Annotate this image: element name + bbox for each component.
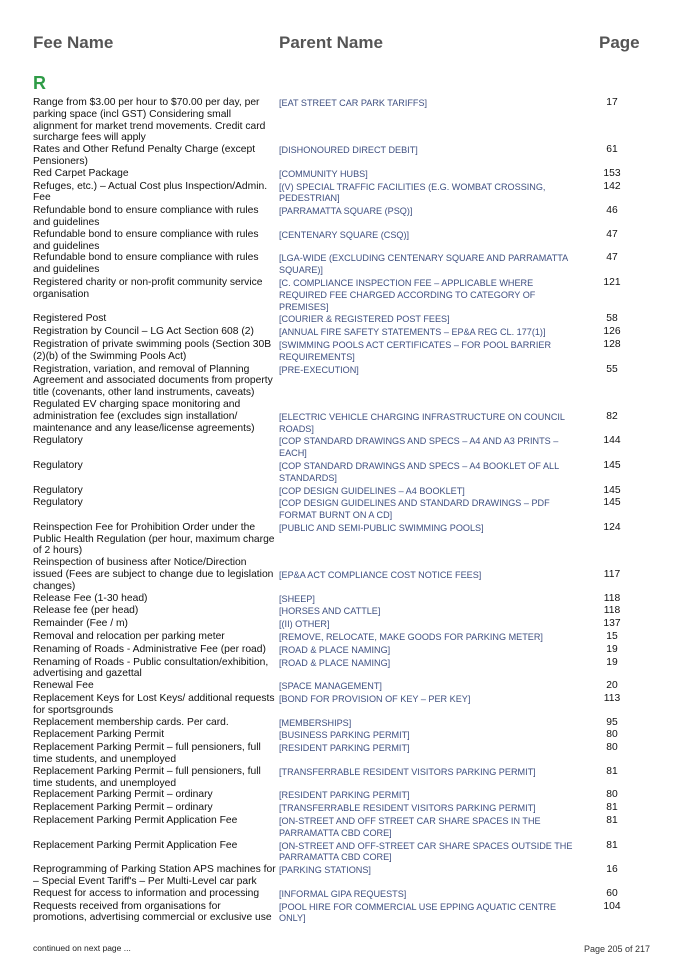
fee-name-cell: Range from $3.00 per hour to $70.00 per day, per parking space (incl GST) Considering small alignment for market trend movements. Credit card surcharge fees will apply xyxy=(33,97,266,144)
parent-name-cell: [SPACE MANAGEMENT] xyxy=(279,681,382,692)
page-cell: 118 xyxy=(603,605,621,617)
table-row xyxy=(33,864,653,888)
page-cell: 104 xyxy=(603,900,621,912)
table-row xyxy=(33,485,653,498)
fee-name-cell: Red Carpet Package xyxy=(33,167,129,179)
fee-name-cell: Refundable bond to ensure compliance with rules and guidelines xyxy=(33,205,259,228)
table-row xyxy=(33,522,653,557)
fee-name-cell: Registration, variation, and removal of Planning Agreement and associated documents from property title (covenants, other land instruments, caveats) xyxy=(33,363,273,399)
table-row xyxy=(33,277,653,313)
page-cell: 126 xyxy=(603,326,621,338)
parent-name-cell: [COP STANDARD DRAWINGS AND SPECS – A4 AND A3 PRINTS – EACH] xyxy=(279,436,559,459)
table-row xyxy=(33,840,653,865)
parent-name-cell: [ROAD & PLACE NAMING] xyxy=(279,657,391,668)
parent-name-cell: [COURIER & REGISTERED POST FEES] xyxy=(279,314,450,325)
fee-name-cell: Refundable bond to ensure compliance with rules and guidelines xyxy=(33,252,259,276)
table-row xyxy=(33,326,653,339)
page-cell: 137 xyxy=(603,618,621,630)
parent-name-cell: [ELECTRIC VEHICLE CHARGING INFRASTRUCTURE ON COUNCIL ROADS] xyxy=(279,411,565,434)
table-row xyxy=(33,729,653,742)
column-header-fee-name: Fee Name xyxy=(33,33,114,52)
fee-name-cell: Replacement Parking Permit – full pensioners, full time students, and unemployed xyxy=(33,765,261,789)
page-cell: 80 xyxy=(606,742,618,754)
page-cell: 121 xyxy=(603,276,621,288)
page-number: Page 205 of 217 xyxy=(583,944,650,954)
parent-name-cell: [ON-STREET AND OFF STREET CAR SHARE SPACES IN THE PARRAMATTA CBD CORE] xyxy=(279,816,541,838)
parent-name-cell: [PUBLIC AND SEMI-PUBLIC SWIMMING POOLS] xyxy=(279,522,484,533)
parent-name-cell: [RESIDENT PARKING PERMIT] xyxy=(279,743,410,754)
table-row xyxy=(33,339,653,364)
fee-name-cell: Rates and Other Refund Penalty Charge (except Pensioners) xyxy=(33,144,256,167)
page-cell: 81 xyxy=(606,815,618,827)
fee-index-table xyxy=(33,97,653,925)
parent-name-cell: [DISHONOURED DIRECT DEBIT] xyxy=(279,145,418,156)
page-cell: 16 xyxy=(606,864,618,876)
table-row xyxy=(33,605,653,618)
page-cell: 19 xyxy=(606,656,618,668)
page-cell: 19 xyxy=(606,643,618,655)
fee-name-cell: Requests received from organisations for promotions, advertising commercial or exclusive use xyxy=(33,900,272,924)
parent-name-cell: [BOND FOR PROVISION OF KEY – PER KEY] xyxy=(279,694,471,705)
page-cell: 117 xyxy=(603,569,621,581)
fee-name-cell: Registration by Council – LG Act Section 608 (2) xyxy=(33,326,254,338)
fee-name-cell: Remainder (Fee / m) xyxy=(33,618,128,630)
fee-name-cell: Renaming of Roads - Administrative Fee (per road) xyxy=(33,643,266,655)
parent-name-cell: [COP STANDARD DRAWINGS AND SPECS – A4 BOOKLET OF ALL STANDARDS] xyxy=(279,460,559,483)
fee-name-cell: Regulatory xyxy=(33,484,83,496)
table-row xyxy=(33,766,653,790)
parent-name-cell: [ROAD & PLACE NAMING] xyxy=(279,644,391,655)
table-row xyxy=(33,802,653,815)
fee-name-cell: Regulatory xyxy=(33,497,83,509)
parent-name-cell: [BUSINESS PARKING PERMIT] xyxy=(279,730,410,741)
page-cell: 47 xyxy=(606,252,618,264)
table-row xyxy=(33,399,653,435)
fee-name-cell: Request for access to information and processing xyxy=(33,887,260,899)
page-cell: 60 xyxy=(606,887,618,899)
table-row xyxy=(33,497,653,522)
page-cell: 142 xyxy=(603,180,621,192)
fee-name-cell: Refuges, etc.) – Actual Cost plus Inspection/Admin. Fee xyxy=(33,180,268,204)
table-row xyxy=(33,460,653,485)
table-row xyxy=(33,593,653,606)
page-cell: 124 xyxy=(603,521,621,533)
fee-name-cell: Release Fee (1-30 head) xyxy=(33,592,148,604)
table-row xyxy=(33,557,653,592)
fee-name-cell: Release fee (per head) xyxy=(33,605,139,617)
page-cell: 46 xyxy=(606,205,618,217)
section-letter: R xyxy=(33,73,46,93)
page-cell: 95 xyxy=(606,716,618,728)
fee-name-cell: Replacement Parking Permit – ordinary xyxy=(33,789,213,801)
page-cell: 145 xyxy=(603,497,621,509)
page-cell: 17 xyxy=(606,97,618,108)
fee-name-cell: Reprogramming of Parking Station APS machines for – Special Event Tariff's – Per Multi-Level car park xyxy=(33,864,276,887)
page-cell: 113 xyxy=(603,693,621,705)
fee-name-cell: Regulatory xyxy=(33,459,83,471)
page-cell: 47 xyxy=(606,228,618,240)
table-row xyxy=(33,435,653,460)
parent-name-cell: [COMMUNITY HUBS] xyxy=(279,168,368,179)
parent-name-cell: [PRE-EXECUTION] xyxy=(279,364,359,375)
table-row xyxy=(33,97,653,144)
parent-name-cell: [RESIDENT PARKING PERMIT] xyxy=(279,790,410,801)
fee-name-cell: Reinspection of business after Notice/Direction issued (Fees are subject to change due to legislation changes) xyxy=(33,557,274,592)
fee-name-cell: Renaming of Roads - Public consultation/exhibition, advertising and gazettal xyxy=(33,656,269,680)
page-cell: 55 xyxy=(606,363,618,375)
page-cell: 81 xyxy=(606,802,618,814)
parent-name-cell: [CENTENARY SQUARE (CSQ)] xyxy=(279,229,410,240)
parent-name-cell: [MEMBERSHIPS] xyxy=(279,717,352,728)
page-cell: 82 xyxy=(606,410,618,422)
fee-name-cell: Regulatory xyxy=(33,435,83,447)
parent-name-cell: [PARRAMATTA SQUARE (PSQ)] xyxy=(279,206,413,217)
continued-note: continued on next page ... xyxy=(33,943,131,953)
page-cell: 80 xyxy=(606,789,618,801)
parent-name-cell: [SHEEP] xyxy=(279,593,315,604)
table-row xyxy=(33,680,653,693)
table-row xyxy=(33,742,653,766)
parent-name-cell: [EAT STREET CAR PARK TARIFFS] xyxy=(279,98,428,108)
table-row xyxy=(33,789,653,802)
table-row xyxy=(33,815,653,840)
table-row xyxy=(33,205,653,229)
table-row xyxy=(33,618,653,631)
table-row xyxy=(33,888,653,901)
parent-name-cell: [C. COMPLIANCE INSPECTION FEE – APPLICABLE WHERE REQUIRED FEE CHARGED ACCORDING TO CATEGORY OF PREMISES] xyxy=(279,277,536,312)
parent-name-cell: [TRANSFERRABLE RESIDENT VISITORS PARKING PERMIT] xyxy=(279,803,536,814)
fee-name-cell: Registration of private swimming pools (Section 30B (2)(b) of the Swimming Pools Act) xyxy=(33,338,272,362)
parent-name-cell: [HORSES AND CATTLE] xyxy=(279,606,381,617)
page-cell: 118 xyxy=(603,592,621,604)
fee-name-cell: Renewal Fee xyxy=(33,680,94,692)
page-cell: 81 xyxy=(606,765,618,777)
table-row xyxy=(33,144,653,168)
table-row xyxy=(33,168,653,181)
fee-name-cell: Replacement Parking Permit Application Fee xyxy=(33,815,238,827)
parent-name-cell: [INFORMAL GIPA REQUESTS] xyxy=(279,888,407,899)
page-cell: 128 xyxy=(603,338,621,350)
page-cell: 145 xyxy=(603,459,621,471)
fee-name-cell: Refundable bond to ensure compliance with rules and guidelines xyxy=(33,228,259,252)
page-cell: 58 xyxy=(606,313,618,325)
table-row xyxy=(33,717,653,730)
page-cell: 153 xyxy=(603,167,621,179)
fee-name-cell: Registered Post xyxy=(33,313,107,325)
fee-name-cell: Replacement Keys for Lost Keys/ additional requests for sportsgrounds xyxy=(33,693,275,716)
parent-name-cell: [SWIMMING POOLS ACT CERTIFICATES – FOR POOL BARRIER REQUIREMENTS] xyxy=(279,339,552,362)
fee-name-cell: Replacement Parking Permit – full pensioners, full time students, and unemployed xyxy=(33,742,261,766)
fee-name-cell: Replacement Parking Permit Application Fee xyxy=(33,839,238,851)
fee-name-cell: Replacement membership cards. Per card. xyxy=(33,716,229,728)
parent-name-cell: [PARKING STATIONS] xyxy=(279,865,371,876)
table-row xyxy=(33,693,653,717)
page-cell: 61 xyxy=(606,144,618,156)
parent-name-cell: [(V) SPECIAL TRAFFIC FACILITIES (E.G. WOMBAT CROSSING, PEDESTRIAN] xyxy=(279,181,546,204)
fee-name-cell: Replacement Parking Permit – ordinary xyxy=(33,802,213,814)
table-row xyxy=(33,644,653,657)
table-row xyxy=(33,229,653,253)
parent-name-cell: [(II) OTHER] xyxy=(279,619,330,630)
page-cell: 20 xyxy=(606,680,618,692)
table-row xyxy=(33,313,653,326)
table-row xyxy=(33,252,653,277)
table-row xyxy=(33,364,653,399)
parent-name-cell: [COP DESIGN GUIDELINES – A4 BOOKLET] xyxy=(279,485,465,496)
page-cell: 80 xyxy=(606,729,618,741)
column-header-page: Page xyxy=(599,33,640,52)
fee-name-cell: Removal and relocation per parking meter xyxy=(33,631,225,643)
parent-name-cell: [EP&A ACT COMPLIANCE COST NOTICE FEES] xyxy=(279,570,482,581)
table-row xyxy=(33,901,653,926)
fee-name-cell: Reinspection Fee for Prohibition Order under the Public Health Regulation (per hour, maximum charge of 2 hours) xyxy=(33,521,275,557)
table-row xyxy=(33,181,653,206)
parent-name-cell: [TRANSFERRABLE RESIDENT VISITORS PARKING PERMIT] xyxy=(279,766,536,777)
parent-name-cell: [POOL HIRE FOR COMMERCIAL USE EPPING AQUATIC CENTRE ONLY] xyxy=(279,901,557,924)
parent-name-cell: [ANNUAL FIRE SAFETY STATEMENTS – EP&A REG CL. 177(1)] xyxy=(279,327,546,338)
fee-name-cell: Replacement Parking Permit xyxy=(33,729,165,741)
parent-name-cell: [COP DESIGN GUIDELINES AND STANDARD DRAWINGS – PDF FORMAT BURNT ON A CD] xyxy=(279,498,550,521)
parent-name-cell: [ON-STREET AND OFF-STREET CAR SHARE SPACES OUTSIDE THE PARRAMATTA CBD CORE] xyxy=(279,840,573,863)
parent-name-cell: [REMOVE, RELOCATE, MAKE GOODS FOR PARKING METER] xyxy=(279,632,543,643)
page-cell: 145 xyxy=(603,484,621,496)
table-row xyxy=(33,631,653,644)
fee-name-cell: Regulated EV charging space monitoring and administration fee (excludes sign installation/ maintenance and any lease/license agreements) xyxy=(33,398,255,434)
page-cell: 81 xyxy=(606,839,618,851)
fee-name-cell: Registered charity or non-profit community service organisation xyxy=(33,276,263,300)
parent-name-cell: [LGA-WIDE (EXCLUDING CENTENARY SQUARE AND PARRAMATTA SQUARE)] xyxy=(279,253,568,276)
page-cell: 15 xyxy=(606,631,618,643)
column-header-parent-name: Parent Name xyxy=(279,33,383,52)
page-cell: 144 xyxy=(603,435,621,447)
table-row xyxy=(33,657,653,681)
